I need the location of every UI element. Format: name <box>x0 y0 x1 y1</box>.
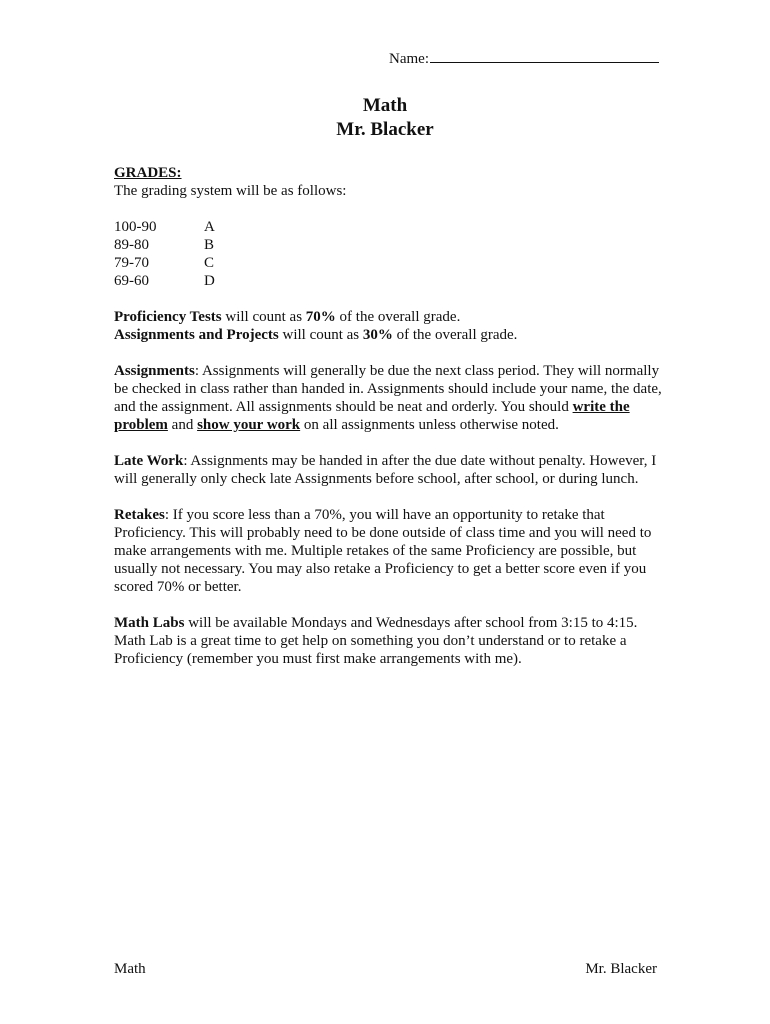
grades-heading: GRADES: <box>114 165 182 181</box>
grades-intro: The grading system will be as follows: <box>114 183 347 199</box>
grade-letter: C <box>204 255 215 271</box>
name-label: Name: <box>389 51 429 67</box>
grade-letter: A <box>204 219 215 235</box>
weight-percent: 30% <box>362 327 393 343</box>
weight-percent: 70% <box>305 309 336 325</box>
grade-row <box>114 254 664 272</box>
document-title <box>0 94 770 142</box>
document-body <box>114 164 664 668</box>
weight-proficiency-tests <box>114 308 664 326</box>
show-your-work-emphasis: show your work <box>197 417 301 433</box>
grade-range: 79-70 <box>114 255 149 271</box>
grade-range: 89-80 <box>114 237 149 253</box>
assignments-text: : Assignments will generally be due the next class period. They will normally be checked in class rather than handed in. Assignments should include your name, the date, and the assignment. All assignments should be neat and orderly. You should <box>114 363 662 415</box>
name-blank-line <box>430 47 659 63</box>
late-work-text: : Assignments may be handed in after the due date without penalty. However, I will generally only check late Assignments before school, after school, or during lunch. <box>114 453 657 487</box>
grade-scale-table <box>114 218 664 290</box>
math-labs-paragraph <box>114 614 664 668</box>
weight-text: of the overall grade. <box>335 309 461 325</box>
weight-text: will count as <box>221 309 306 325</box>
weight-text: of the overall grade. <box>392 327 518 343</box>
grade-letter: B <box>204 237 215 253</box>
grade-range: 69-60 <box>114 273 149 289</box>
title-teacher: Mr. Blacker <box>336 119 434 140</box>
assignments-text: on all assignments unless otherwise noted. <box>300 417 559 433</box>
grade-range: 100-90 <box>114 219 157 235</box>
late-work-paragraph <box>114 452 664 488</box>
grade-row <box>114 236 664 254</box>
assignments-text: and <box>167 417 198 433</box>
name-field <box>389 47 659 68</box>
math-labs-label: Math Labs <box>114 615 185 631</box>
retakes-paragraph <box>114 506 664 596</box>
retakes-text: : If you score less than a 70%, you will have an opportunity to retake that Proficiency. This will probably need to be done outside of class time and you will need to make arrangements with me. Multiple retakes of the same Proficiency are possible, but usually not necessary. You may also retake a Proficiency to get a better score even if you scored 70% or better. <box>114 507 652 595</box>
write-the-problem-emphasis: write the problem <box>114 399 630 433</box>
weight-label: Assignments and Projects <box>114 327 279 343</box>
weight-assignments-projects <box>114 326 664 344</box>
late-work-label: Late Work <box>114 453 184 469</box>
grade-row <box>114 218 664 236</box>
retakes-label: Retakes <box>114 507 165 523</box>
footer-subject: Math <box>114 961 146 977</box>
grade-letter: D <box>204 273 215 289</box>
title-subject: Math <box>362 95 408 116</box>
weight-text: will count as <box>278 327 363 343</box>
math-labs-text: will be available Mondays and Wednesdays after school from 3:15 to 4:15. Math Lab is a great time to get help on something you don’t understand or to retake a Proficiency (remember you must first make arrangements with me). <box>114 615 638 667</box>
footer-teacher: Mr. Blacker <box>585 961 657 977</box>
grade-row <box>114 272 664 290</box>
assignments-paragraph <box>114 362 664 434</box>
assignments-label: Assignments <box>114 363 195 379</box>
weight-label: Proficiency Tests <box>114 309 222 325</box>
